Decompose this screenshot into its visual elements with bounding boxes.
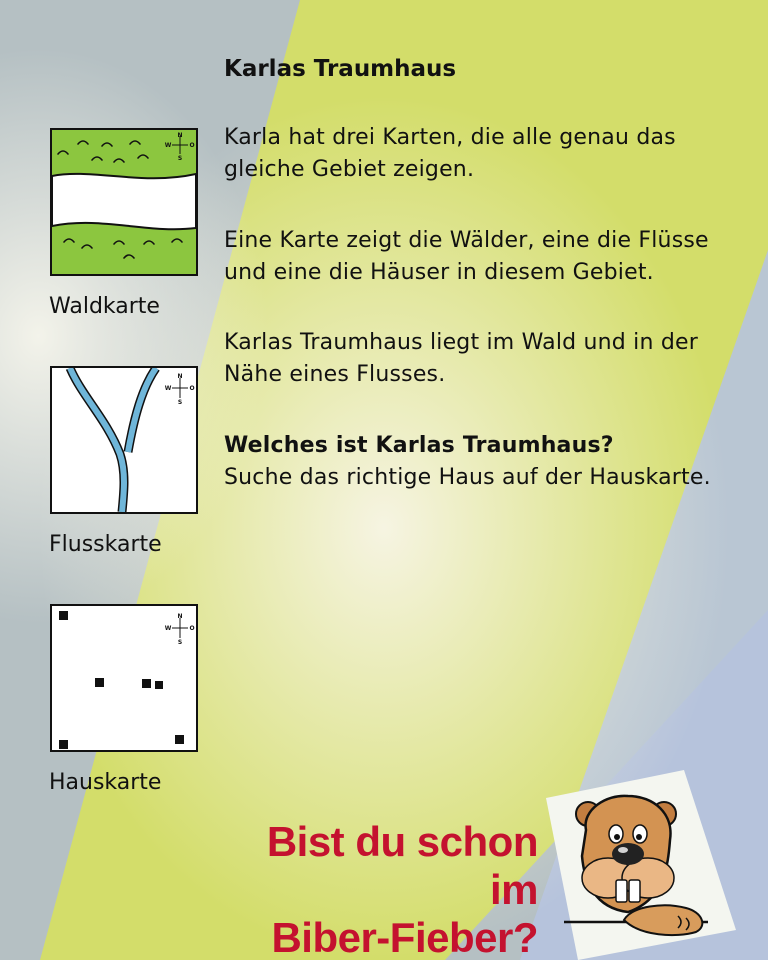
compass-east: O — [189, 142, 195, 149]
compass-west: W — [164, 142, 172, 149]
compass-north: N — [177, 373, 183, 380]
compass-south: S — [177, 155, 183, 162]
compass-east: O — [189, 625, 195, 632]
river-map — [50, 366, 198, 514]
compass-south: S — [177, 639, 183, 646]
compass-north: N — [177, 132, 183, 139]
slogan-line-1: Bist du schon im — [266, 818, 538, 913]
slogan-line-2: Biber-Fieber? — [271, 914, 538, 961]
slogan — [218, 818, 538, 962]
compass-north: N — [177, 613, 183, 620]
task-question-block — [224, 430, 754, 494]
house-map-drawing — [52, 606, 196, 750]
compass-south: S — [177, 399, 183, 406]
house-icon[interactable] — [175, 735, 184, 744]
compass-east: O — [189, 385, 195, 392]
river-map-label: Flusskarte — [49, 532, 162, 557]
task-instruction: Suche das richtige Haus auf der Hauskarte. — [224, 465, 711, 490]
beaver-icon — [536, 770, 736, 960]
house-icon[interactable] — [142, 679, 151, 688]
compass-west: W — [164, 385, 172, 392]
task-title: Karlas Traumhaus — [224, 56, 457, 82]
house-icon[interactable] — [95, 678, 104, 687]
task-paragraph-layers: Eine Karte zeigt die Wälder, eine die Flüsse und eine die Häuser in diesem Gebiet. — [224, 228, 709, 285]
river-map-drawing — [52, 368, 196, 512]
house-map-label: Hauskarte — [49, 770, 162, 795]
forest-map-drawing — [52, 130, 196, 274]
house-icon[interactable] — [59, 740, 68, 749]
house-map — [50, 604, 198, 752]
house-icon[interactable] — [155, 681, 163, 689]
task-paragraph-maps: Karla hat drei Karten, die alle genau das gleiche Gebiet zeigen. — [224, 125, 676, 182]
forest-map-label: Waldkarte — [49, 294, 160, 319]
task-question: Welches ist Karlas Traumhaus? — [224, 433, 614, 458]
house-icon[interactable] — [59, 611, 68, 620]
task-paragraph-location: Karlas Traumhaus liegt im Wald und in der Nähe eines Flusses. — [224, 330, 698, 387]
forest-map — [50, 128, 198, 276]
compass-west: W — [164, 625, 172, 632]
